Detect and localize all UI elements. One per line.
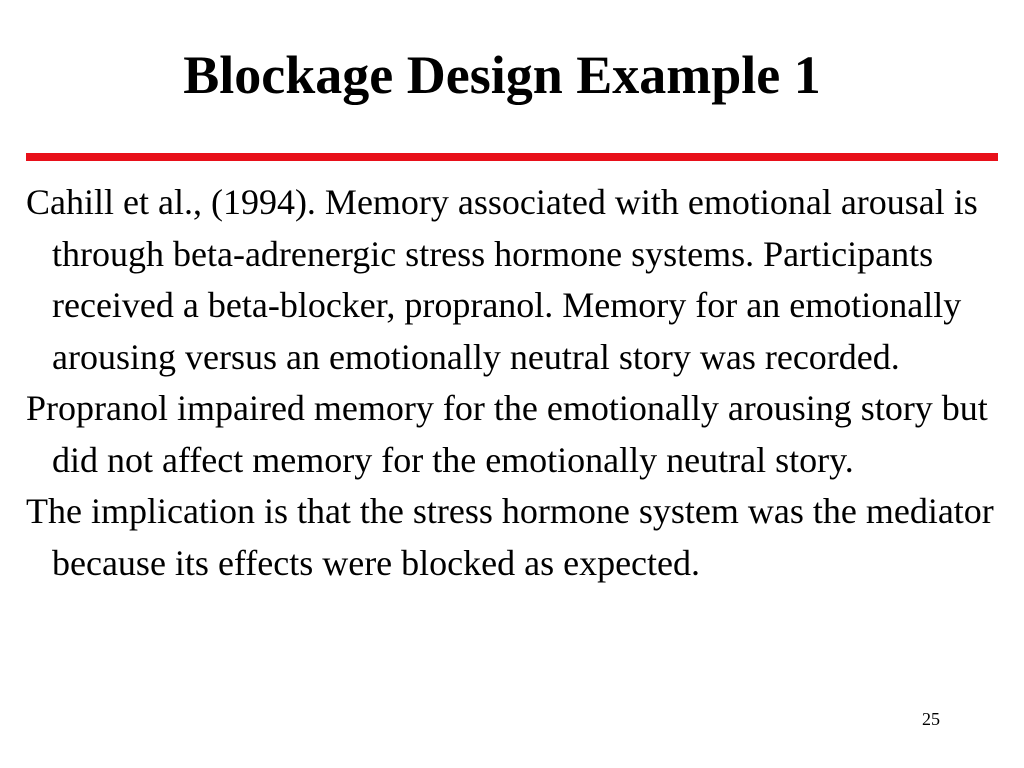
paragraph-result: Propranol impaired memory for the emotionally arousing story but did not affect memory for the emotionally neutral story.: [26, 388, 988, 480]
page-number: 25: [922, 709, 940, 729]
slide-body: [26, 177, 1001, 589]
paragraph-implication: The implication is that the stress hormone system was the mediator because its effects were blocked as expected.: [26, 491, 994, 583]
slide-title: Blockage Design Example 1: [183, 45, 821, 105]
paragraph-study-description: Cahill et al., (1994). Memory associated with emotional arousal is through beta-adrenergic stress hormone systems. Participants received a beta-blocker, propranol. Memory for an emotionally arousing versus an emotionally neutral story was recorded.: [26, 182, 978, 377]
title-divider: [26, 153, 998, 161]
